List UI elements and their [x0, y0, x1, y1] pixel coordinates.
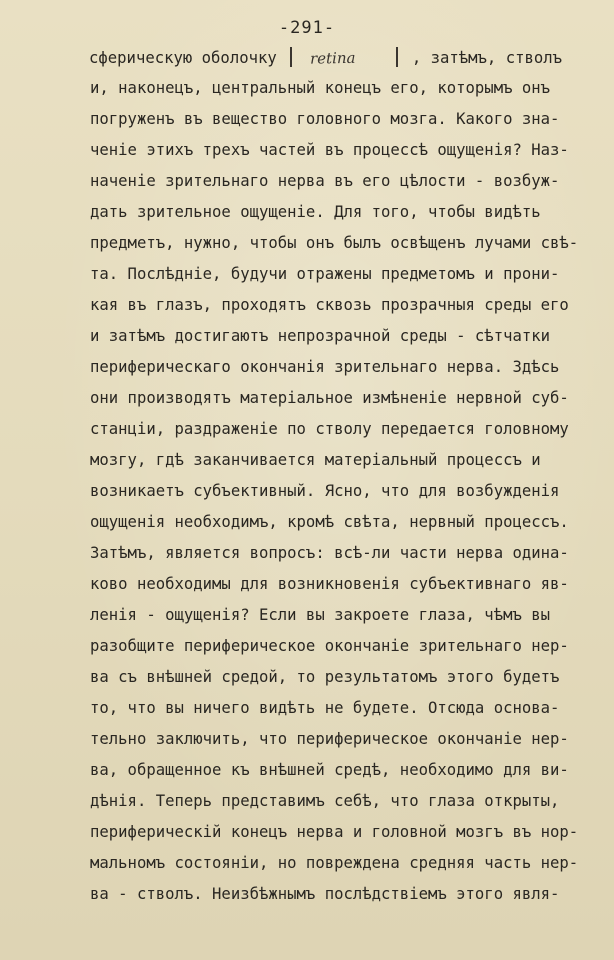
text-line: погруженъ въ вещество головного мозга. Какого зна-	[90, 110, 560, 128]
insertion-bar-left	[290, 47, 292, 67]
text-line: станціи, раздраженіе по стволу передается головному	[90, 420, 569, 438]
text-line: ково необходимы для возникновенія субъективнаго яв-	[90, 575, 569, 593]
text-line: ва съ внѣшней средой, то результатомъ этого будетъ	[90, 668, 560, 686]
text-line: то, что вы ничего видѣть не будете. Отсюда основа-	[90, 699, 560, 717]
text-line: ощущенія необходимъ, кромѣ свѣта, нервный процессъ.	[90, 513, 569, 531]
text-line: и затѣмъ достигаютъ непрозрачной среды - сѣтчатки	[90, 327, 551, 345]
text-line: мозгу, гдѣ заканчивается матеріальный процессъ и	[90, 451, 541, 469]
text-line: ва - стволъ. Неизбѣжнымъ послѣдствіемъ этого явля-	[90, 885, 560, 903]
text-line: дѣнія. Теперь представимъ себѣ, что глаза открыты,	[90, 792, 560, 810]
text-line: и, наконецъ, центральный конецъ его, которымъ онъ	[90, 79, 551, 97]
handwritten-annotation: retina	[309, 48, 356, 68]
text-line: мальномъ состояніи, но повреждена средняя часть нер-	[90, 854, 579, 872]
text-line: наченіе зрительнаго нерва въ его цѣлости - возбуж-	[90, 172, 560, 190]
text-line	[89, 47, 562, 67]
text-line: предметъ, нужно, чтобы онъ былъ освѣщенъ лучами свѣ-	[90, 234, 579, 252]
text-line: Затѣмъ, является вопросъ: всѣ-ли части нерва одина-	[90, 544, 569, 562]
text-line: периферическій конецъ нерва и головной мозгъ въ нор-	[90, 823, 579, 841]
text-line: тельно заключить, что периферическое окончаніе нер-	[90, 730, 569, 748]
text-line: дать зрительное ощущеніе. Для того, чтобы видѣть	[90, 203, 541, 221]
text-line: разобщите периферическое окончаніе зрительнаго нер-	[90, 637, 569, 655]
text-line-end: , затѣмъ, стволъ	[411, 49, 563, 67]
text-line: та. Послѣдніе, будучи отражены предметомъ и прони-	[90, 265, 560, 283]
insertion-bar-right	[396, 47, 398, 67]
text-line: ченіе этихъ трехъ частей въ процессѣ ощущенія? Наз-	[90, 141, 569, 159]
text-line: периферическаго окончанія зрительнаго нерва. Здѣсь	[90, 358, 560, 376]
text-line: они производятъ матеріальное измѣненіе нервной суб-	[90, 389, 569, 407]
text-line: возникаетъ субъективный. Ясно, что для возбужденія	[90, 482, 560, 500]
text-line-start: сферическую оболочку	[89, 49, 277, 67]
text-line: ленія - ощущенія? Если вы закроете глаза, чѣмъ вы	[90, 606, 551, 624]
page-number: -291-	[278, 18, 336, 38]
text-line: ва, обращенное къ внѣшней средѣ, необходимо для ви-	[90, 761, 569, 779]
text-line: кая въ глазъ, проходятъ сквозь прозрачныя среды его	[90, 296, 569, 314]
